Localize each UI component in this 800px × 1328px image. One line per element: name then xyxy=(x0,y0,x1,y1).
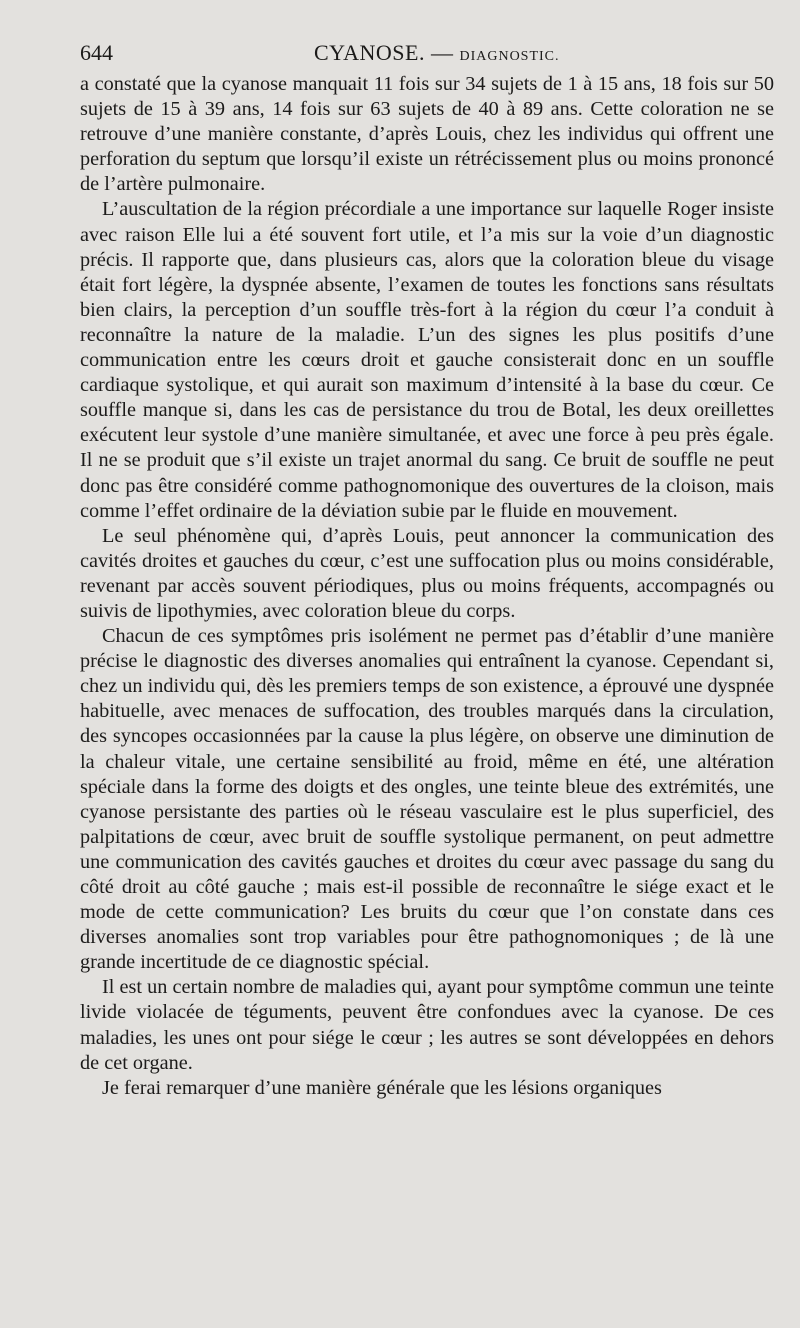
paragraph: Il est un certain nombre de maladies qui, ayant pour symptôme commun une teinte livide violacée de téguments, peuvent être confondues avec la cyanose. De ces maladies, les unes ont pour siége le cœur ; les autres se sont développées en dehors de cet organe. xyxy=(80,976,774,1074)
paragraph: Je ferai remarquer d’une manière générale que les lésions organiques xyxy=(102,1076,662,1099)
paragraph: a constaté que la cyanose manquait 11 fois sur 34 sujets de 1 à 15 ans, 18 fois sur 50 sujets de 15 à 39 ans, 14 fois sur 63 sujets de 40 à 89 ans. Cette coloration ne se retrouve d’une manière constante, d’après Louis, chez les individus qui offrent une perforation du septum que lorsqu’il existe un rétrécissement plus ou moins prononcé de l’artère pulmonaire. xyxy=(80,73,774,196)
body-text xyxy=(80,72,774,1101)
page-number: 644 xyxy=(80,40,113,65)
paragraph: L’auscultation de la région précordiale a une importance sur laquelle Roger insiste avec raison Elle lui a été souvent fort utile, et l’a mis sur la voie d’un diagnostic précis. Il rapporte que, dans plusieurs cas, alors que la coloration bleue du visage était fort légère, la dyspnée absente, l’examen de toutes les fonctions sans résultats bien clairs, la perception d’un souffle très-fort à la région du cœur l’a conduit à reconnaître la nature de la maladie. L’un des signes les plus positifs d’une communication entre les cœurs droit et gauche consisterait donc en un souffle cardiaque systolique, et qui aurait son maximum d’intensité à la base du cœur. Ce souffle manque si, dans les cas de persistance du trou de Botal, les deux oreillettes exécutent leur systole d’une manière simultanée, et avec une force à peu près égale. Il ne se produit que s’il existe un trajet anormal du sang. Ce bruit de souffle ne peut donc pas être considéré comme pathognomonique des ouvertures de la cloison, mais comme l’effet ordinaire de la déviation subie par le fluide en mouvement. xyxy=(80,198,774,522)
running-head xyxy=(314,40,560,66)
page-header xyxy=(80,38,774,72)
running-head-title: CYANOSE. xyxy=(314,40,425,65)
paragraph: Chacun de ces symptômes pris isolément ne permet pas d’établir d’une manière précise le diagnostic des diverses anomalies qui entraînent la cyanose. Cependant si, chez un individu qui, dès les premiers temps de son existence, a éprouvé une dyspnée habituelle, avec menaces de suffocation, des troubles marqués dans la circulation, des syncopes occasionnées par la cause la plus légère, on observe une diminution de la chaleur vitale, une certaine sensibilité au froid, même en été, une altération spéciale dans la forme des doigts et des ongles, une teinte bleue des extrémités, une cyanose persistante des parties où le réseau vasculaire est le plus superficiel, des palpitations de cœur, avec bruit de souffle systolique permanent, on peut admettre une communication des cavités gauches et droites du cœur avec passage du sang du côté droit au côté gauche ; mais est-il possible de reconnaître le siége exact et le mode de cette communication? Les bruits du cœur que l’on constate dans ces diverses anomalies sont trop variables pour être pathognomoniques ; de là une grande incertitude de ce diagnostic spécial. xyxy=(80,625,774,974)
running-head-section: DIAGNOSTIC. xyxy=(459,49,560,64)
running-head-dash: — xyxy=(430,40,454,65)
paragraph: Le seul phénomène qui, d’après Louis, peut annoncer la communication des cavités droites et gauches du cœur, c’est une suffocation plus ou moins considérable, revenant par accès souvent périodiques, plus ou moins fréquents, accompagnés ou suivis de lipothymies, avec coloration bleue du corps. xyxy=(80,524,774,622)
